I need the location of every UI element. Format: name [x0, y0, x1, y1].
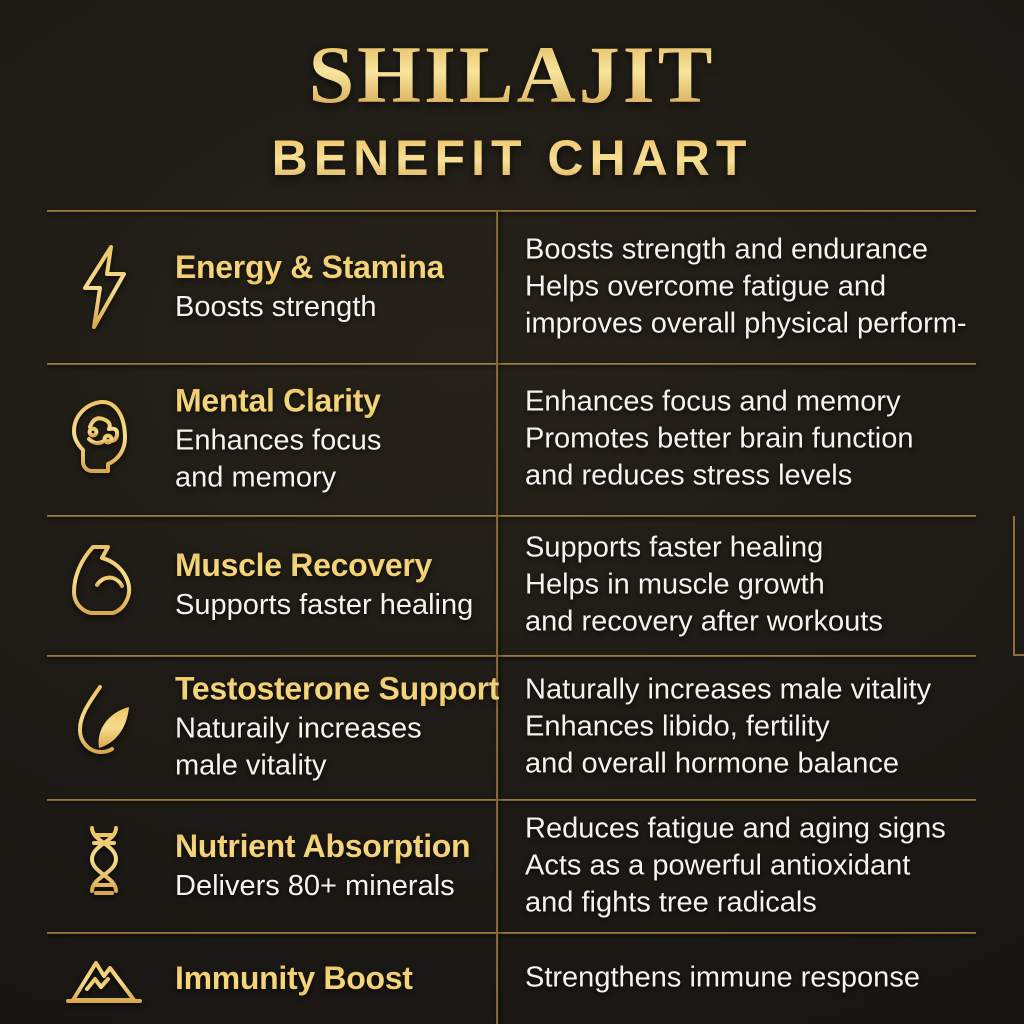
description-line: Strengthens immune response — [525, 961, 920, 994]
dna-helix-icon — [66, 824, 142, 908]
table-row — [0, 210, 1024, 363]
description-line: and fights tree radicals — [525, 886, 817, 918]
subtitle-line: Enhances focus — [175, 424, 382, 457]
subtitle-line: male vitality — [175, 749, 327, 782]
description-line: and overall hormone balance — [525, 747, 900, 780]
description-line: Promotes better brain function — [525, 422, 914, 455]
benefit-title: Immunity Boost — [175, 960, 413, 996]
benefit-subtitle — [175, 711, 499, 785]
subtitle-line: Delivers 80+ minerals — [175, 869, 455, 902]
mountain-icon — [66, 950, 142, 1006]
description-line: Helps in muscle growth — [525, 568, 825, 601]
chart-header — [0, 29, 1024, 186]
lightning-bolt-icon — [66, 244, 142, 330]
page-title: SHILAJIT — [0, 34, 1024, 116]
benefit-title: Mental Clarity — [175, 382, 381, 419]
table-row — [0, 799, 1024, 932]
subtitle-line: Naturaily increases — [175, 712, 422, 745]
benefit-subtitle — [175, 587, 473, 624]
description-line: Boosts strength and endurance — [525, 233, 929, 265]
benefit-description — [525, 384, 913, 495]
benefit-description — [525, 810, 946, 921]
description-line: and recovery after workouts — [525, 605, 883, 638]
description-line: Reduces fatigue and aging signs — [525, 812, 946, 844]
description-line: Naturally increases male vitality — [525, 673, 932, 706]
benefit-title: Testosterone Support — [175, 670, 500, 707]
description-line: Supports faster healing — [525, 531, 824, 564]
benefit-subtitle — [175, 289, 444, 326]
table-row — [0, 363, 1024, 515]
subtitle-line: and memory — [175, 461, 337, 494]
table-row — [0, 655, 1024, 799]
description-line: Helps overcome fatigue and — [525, 270, 887, 302]
benefit-subtitle — [175, 423, 381, 497]
description-line: improves overall physical perform- — [525, 307, 967, 339]
description-line: Acts as a powerful antioxidant — [525, 849, 911, 881]
description-line: and reduces stress levels — [525, 459, 853, 492]
brain-head-icon — [66, 398, 142, 480]
benefit-description — [525, 231, 967, 342]
description-line: Enhances focus and memory — [525, 385, 901, 418]
table-row — [0, 515, 1024, 655]
benefit-subtitle — [175, 868, 470, 905]
benefit-description — [525, 960, 920, 997]
flexed-bicep-icon — [66, 543, 142, 627]
subtitle-line: Boosts strength — [175, 290, 377, 323]
benefit-title: Energy & Stamina — [175, 248, 445, 285]
benefit-description — [525, 530, 883, 641]
benefit-title: Nutrient Absorption — [175, 827, 471, 864]
description-line: Enhances libido, fertility — [525, 710, 830, 743]
page-subtitle: BENEFIT CHART — [0, 133, 1024, 183]
leaf-drop-icon — [66, 681, 142, 773]
subtitle-line: Supports faster healing — [175, 589, 474, 621]
benefit-title: Muscle Recovery — [175, 546, 473, 584]
benefit-description — [525, 672, 931, 783]
table-row — [0, 932, 1024, 1024]
